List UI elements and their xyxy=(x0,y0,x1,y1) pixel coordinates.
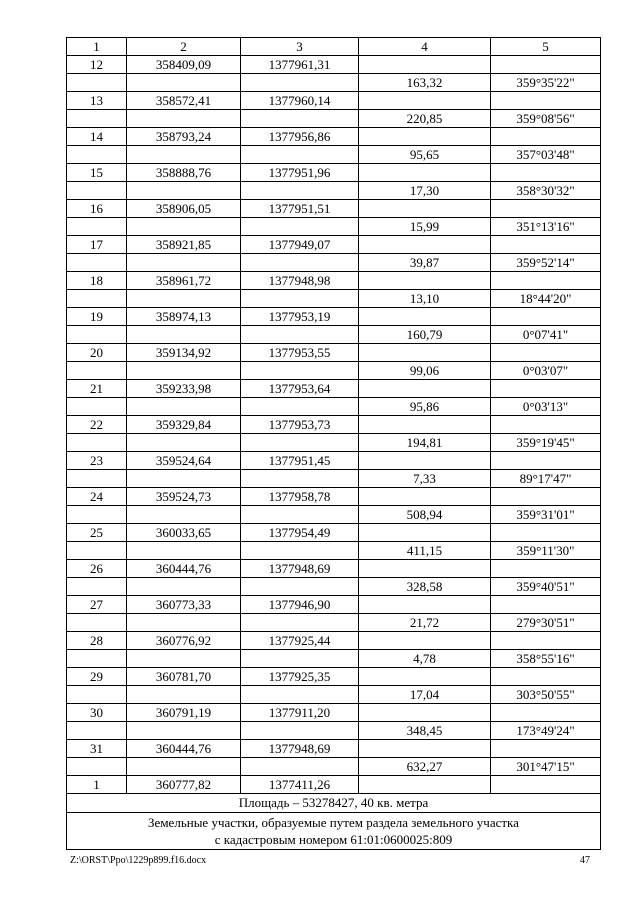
page-number: 47 xyxy=(580,855,590,866)
segment-row xyxy=(67,110,601,128)
point-row xyxy=(67,92,601,110)
empty-cell xyxy=(491,632,601,650)
point-number: 15 xyxy=(67,164,127,182)
segment-bearing: 358°30'32" xyxy=(491,182,601,200)
segment-distance: 7,33 xyxy=(359,470,491,488)
point-number: 1 xyxy=(67,776,127,794)
segment-row xyxy=(67,290,601,308)
point-x: 358793,24 xyxy=(127,128,241,146)
segment-row xyxy=(67,758,601,776)
segment-row xyxy=(67,218,601,236)
note-line-2: с кадастровым номером 61:01:0600025:809 xyxy=(214,832,453,847)
empty-cell xyxy=(359,56,491,74)
segment-bearing: 359°40'51" xyxy=(491,578,601,596)
empty-cell xyxy=(491,416,601,434)
segment-distance: 17,04 xyxy=(359,686,491,704)
point-number: 27 xyxy=(67,596,127,614)
empty-cell xyxy=(241,722,359,740)
point-y: 1377953,64 xyxy=(241,380,359,398)
empty-cell xyxy=(491,668,601,686)
segment-distance: 95,86 xyxy=(359,398,491,416)
segment-row xyxy=(67,254,601,272)
empty-cell xyxy=(67,578,127,596)
empty-cell xyxy=(67,398,127,416)
segment-bearing: 18°44'20" xyxy=(491,290,601,308)
segment-bearing: 0°03'13" xyxy=(491,398,601,416)
empty-cell xyxy=(127,614,241,632)
empty-cell xyxy=(127,434,241,452)
segment-row xyxy=(67,578,601,596)
point-x: 358906,05 xyxy=(127,200,241,218)
column-header: 4 xyxy=(359,38,491,56)
empty-cell xyxy=(241,614,359,632)
empty-cell xyxy=(491,56,601,74)
point-number: 13 xyxy=(67,92,127,110)
empty-cell xyxy=(127,398,241,416)
empty-cell xyxy=(127,470,241,488)
point-x: 359524,73 xyxy=(127,488,241,506)
point-x: 358572,41 xyxy=(127,92,241,110)
empty-cell xyxy=(241,362,359,380)
empty-cell xyxy=(67,722,127,740)
empty-cell xyxy=(127,758,241,776)
segment-bearing: 359°19'45" xyxy=(491,434,601,452)
segment-distance: 39,87 xyxy=(359,254,491,272)
point-number: 22 xyxy=(67,416,127,434)
point-row xyxy=(67,704,601,722)
empty-cell xyxy=(127,182,241,200)
empty-cell xyxy=(67,542,127,560)
empty-cell xyxy=(127,542,241,560)
point-x: 360777,82 xyxy=(127,776,241,794)
coordinates-table-body xyxy=(67,38,601,850)
segment-distance: 160,79 xyxy=(359,326,491,344)
empty-cell xyxy=(67,758,127,776)
point-row xyxy=(67,596,601,614)
point-row xyxy=(67,380,601,398)
segment-bearing: 359°31'01" xyxy=(491,506,601,524)
empty-cell xyxy=(359,740,491,758)
segment-row xyxy=(67,614,601,632)
note-row xyxy=(67,813,601,850)
area-row xyxy=(67,794,601,813)
segment-bearing: 357°03'48" xyxy=(491,146,601,164)
segment-row xyxy=(67,722,601,740)
segment-bearing: 0°03'07" xyxy=(491,362,601,380)
empty-cell xyxy=(359,344,491,362)
segment-row xyxy=(67,470,601,488)
empty-cell xyxy=(491,344,601,362)
segment-bearing: 0°07'41" xyxy=(491,326,601,344)
segment-row xyxy=(67,650,601,668)
empty-cell xyxy=(491,308,601,326)
empty-cell xyxy=(241,650,359,668)
empty-cell xyxy=(359,596,491,614)
segment-bearing: 359°11'30" xyxy=(491,542,601,560)
point-y: 1377951,45 xyxy=(241,452,359,470)
segment-bearing: 303°50'55" xyxy=(491,686,601,704)
empty-cell xyxy=(127,326,241,344)
segment-bearing: 359°35'22" xyxy=(491,74,601,92)
point-number: 16 xyxy=(67,200,127,218)
empty-cell xyxy=(359,380,491,398)
empty-cell xyxy=(241,182,359,200)
empty-cell xyxy=(491,452,601,470)
empty-cell xyxy=(67,290,127,308)
empty-cell xyxy=(241,398,359,416)
empty-cell xyxy=(491,704,601,722)
area-text: Площадь – 53278427, 40 кв. метра xyxy=(67,794,601,813)
empty-cell xyxy=(127,110,241,128)
point-row xyxy=(67,776,601,794)
point-x: 360444,76 xyxy=(127,560,241,578)
point-x: 360781,70 xyxy=(127,668,241,686)
empty-cell xyxy=(127,686,241,704)
segment-bearing: 358°55'16" xyxy=(491,650,601,668)
segment-row xyxy=(67,398,601,416)
empty-cell xyxy=(359,704,491,722)
note-cell xyxy=(67,813,601,850)
empty-cell xyxy=(491,524,601,542)
empty-cell xyxy=(127,146,241,164)
empty-cell xyxy=(67,650,127,668)
column-header: 1 xyxy=(67,38,127,56)
point-number: 12 xyxy=(67,56,127,74)
point-row xyxy=(67,740,601,758)
empty-cell xyxy=(241,146,359,164)
point-x: 359329,84 xyxy=(127,416,241,434)
coordinates-table xyxy=(66,37,601,850)
segment-bearing: 279°30'51" xyxy=(491,614,601,632)
point-x: 359134,92 xyxy=(127,344,241,362)
empty-cell xyxy=(491,740,601,758)
segment-distance: 95,65 xyxy=(359,146,491,164)
empty-cell xyxy=(359,272,491,290)
empty-cell xyxy=(491,776,601,794)
empty-cell xyxy=(491,236,601,254)
empty-cell xyxy=(67,146,127,164)
point-y: 1377958,78 xyxy=(241,488,359,506)
segment-row xyxy=(67,74,601,92)
point-number: 24 xyxy=(67,488,127,506)
empty-cell xyxy=(67,110,127,128)
point-y: 1377961,31 xyxy=(241,56,359,74)
point-row xyxy=(67,560,601,578)
point-number: 30 xyxy=(67,704,127,722)
empty-cell xyxy=(491,164,601,182)
empty-cell xyxy=(67,686,127,704)
point-row xyxy=(67,668,601,686)
point-x: 360444,76 xyxy=(127,740,241,758)
empty-cell xyxy=(67,254,127,272)
empty-cell xyxy=(359,200,491,218)
empty-cell xyxy=(491,128,601,146)
segment-bearing: 301°47'15" xyxy=(491,758,601,776)
empty-cell xyxy=(67,434,127,452)
empty-cell xyxy=(241,326,359,344)
point-y: 1377925,44 xyxy=(241,632,359,650)
point-x: 360791,19 xyxy=(127,704,241,722)
point-y: 1377956,86 xyxy=(241,128,359,146)
point-row xyxy=(67,272,601,290)
point-x: 360776,92 xyxy=(127,632,241,650)
segment-row xyxy=(67,182,601,200)
segment-row xyxy=(67,326,601,344)
point-y: 1377954,49 xyxy=(241,524,359,542)
empty-cell xyxy=(67,614,127,632)
column-header: 3 xyxy=(241,38,359,56)
empty-cell xyxy=(127,254,241,272)
empty-cell xyxy=(67,326,127,344)
empty-cell xyxy=(67,182,127,200)
segment-distance: 15,99 xyxy=(359,218,491,236)
empty-cell xyxy=(67,74,127,92)
point-number: 26 xyxy=(67,560,127,578)
point-x: 358961,72 xyxy=(127,272,241,290)
point-number: 25 xyxy=(67,524,127,542)
empty-cell xyxy=(241,506,359,524)
empty-cell xyxy=(359,488,491,506)
segment-bearing: 351°13'16" xyxy=(491,218,601,236)
segment-bearing: 89°17'47" xyxy=(491,470,601,488)
segment-distance: 328,58 xyxy=(359,578,491,596)
point-row xyxy=(67,128,601,146)
empty-cell xyxy=(359,524,491,542)
point-y: 1377948,98 xyxy=(241,272,359,290)
point-y: 1377953,55 xyxy=(241,344,359,362)
segment-distance: 4,78 xyxy=(359,650,491,668)
point-number: 17 xyxy=(67,236,127,254)
empty-cell xyxy=(67,218,127,236)
empty-cell xyxy=(359,164,491,182)
point-y: 1377946,90 xyxy=(241,596,359,614)
column-header: 2 xyxy=(127,38,241,56)
empty-cell xyxy=(241,254,359,272)
segment-bearing: 359°52'14" xyxy=(491,254,601,272)
segment-row xyxy=(67,146,601,164)
point-row xyxy=(67,524,601,542)
empty-cell xyxy=(127,290,241,308)
segment-distance: 508,94 xyxy=(359,506,491,524)
point-row xyxy=(67,488,601,506)
segment-row xyxy=(67,686,601,704)
point-y: 1377948,69 xyxy=(241,560,359,578)
empty-cell xyxy=(491,596,601,614)
segment-distance: 220,85 xyxy=(359,110,491,128)
empty-cell xyxy=(359,416,491,434)
point-row xyxy=(67,416,601,434)
empty-cell xyxy=(127,650,241,668)
point-y: 1377911,20 xyxy=(241,704,359,722)
point-y: 1377953,73 xyxy=(241,416,359,434)
empty-cell xyxy=(67,470,127,488)
empty-cell xyxy=(491,560,601,578)
point-x: 358409,09 xyxy=(127,56,241,74)
empty-cell xyxy=(67,506,127,524)
empty-cell xyxy=(127,74,241,92)
empty-cell xyxy=(359,776,491,794)
segment-bearing: 359°08'56" xyxy=(491,110,601,128)
empty-cell xyxy=(491,200,601,218)
empty-cell xyxy=(127,506,241,524)
point-number: 28 xyxy=(67,632,127,650)
empty-cell xyxy=(67,362,127,380)
point-number: 18 xyxy=(67,272,127,290)
point-y: 1377951,96 xyxy=(241,164,359,182)
note-line-1: Земельные участки, образуемые путем раздела земельного участка xyxy=(148,815,519,830)
point-x: 358921,85 xyxy=(127,236,241,254)
point-x: 358888,76 xyxy=(127,164,241,182)
empty-cell xyxy=(359,128,491,146)
point-y: 1377949,07 xyxy=(241,236,359,254)
footer-file-path: Z:\ORST\Ppo\1229p899.f16.docx xyxy=(70,855,207,866)
segment-row xyxy=(67,434,601,452)
point-number: 21 xyxy=(67,380,127,398)
empty-cell xyxy=(491,272,601,290)
empty-cell xyxy=(359,632,491,650)
point-number: 20 xyxy=(67,344,127,362)
point-number: 23 xyxy=(67,452,127,470)
point-y: 1377948,69 xyxy=(241,740,359,758)
table-header-row xyxy=(67,38,601,56)
point-y: 1377951,51 xyxy=(241,200,359,218)
segment-distance: 632,27 xyxy=(359,758,491,776)
empty-cell xyxy=(491,488,601,506)
empty-cell xyxy=(127,218,241,236)
empty-cell xyxy=(241,542,359,560)
empty-cell xyxy=(491,92,601,110)
point-row xyxy=(67,632,601,650)
empty-cell xyxy=(359,452,491,470)
point-row xyxy=(67,236,601,254)
point-number: 29 xyxy=(67,668,127,686)
segment-distance: 411,15 xyxy=(359,542,491,560)
point-x: 360773,33 xyxy=(127,596,241,614)
empty-cell xyxy=(241,686,359,704)
segment-distance: 17,30 xyxy=(359,182,491,200)
point-number: 19 xyxy=(67,308,127,326)
point-row xyxy=(67,308,601,326)
point-x: 358974,13 xyxy=(127,308,241,326)
point-row xyxy=(67,56,601,74)
empty-cell xyxy=(241,758,359,776)
point-y: 1377925,35 xyxy=(241,668,359,686)
empty-cell xyxy=(359,560,491,578)
segment-row xyxy=(67,506,601,524)
empty-cell xyxy=(241,578,359,596)
point-y: 1377960,14 xyxy=(241,92,359,110)
column-header: 5 xyxy=(491,38,601,56)
empty-cell xyxy=(359,668,491,686)
segment-distance: 13,10 xyxy=(359,290,491,308)
segment-distance: 163,32 xyxy=(359,74,491,92)
point-x: 359524,64 xyxy=(127,452,241,470)
point-y: 1377953,19 xyxy=(241,308,359,326)
empty-cell xyxy=(241,470,359,488)
point-row xyxy=(67,164,601,182)
point-x: 360033,65 xyxy=(127,524,241,542)
segment-row xyxy=(67,362,601,380)
empty-cell xyxy=(127,362,241,380)
empty-cell xyxy=(241,74,359,92)
segment-distance: 99,06 xyxy=(359,362,491,380)
segment-row xyxy=(67,542,601,560)
point-y: 1377411,26 xyxy=(241,776,359,794)
empty-cell xyxy=(491,380,601,398)
segment-bearing: 173°49'24" xyxy=(491,722,601,740)
empty-cell xyxy=(127,722,241,740)
empty-cell xyxy=(359,308,491,326)
point-number: 31 xyxy=(67,740,127,758)
empty-cell xyxy=(241,434,359,452)
segment-distance: 21,72 xyxy=(359,614,491,632)
point-number: 14 xyxy=(67,128,127,146)
segment-distance: 194,81 xyxy=(359,434,491,452)
point-row xyxy=(67,344,601,362)
segment-distance: 348,45 xyxy=(359,722,491,740)
empty-cell xyxy=(359,92,491,110)
empty-cell xyxy=(241,110,359,128)
point-row xyxy=(67,200,601,218)
point-row xyxy=(67,452,601,470)
empty-cell xyxy=(127,578,241,596)
point-x: 359233,98 xyxy=(127,380,241,398)
empty-cell xyxy=(359,236,491,254)
empty-cell xyxy=(241,218,359,236)
empty-cell xyxy=(241,290,359,308)
